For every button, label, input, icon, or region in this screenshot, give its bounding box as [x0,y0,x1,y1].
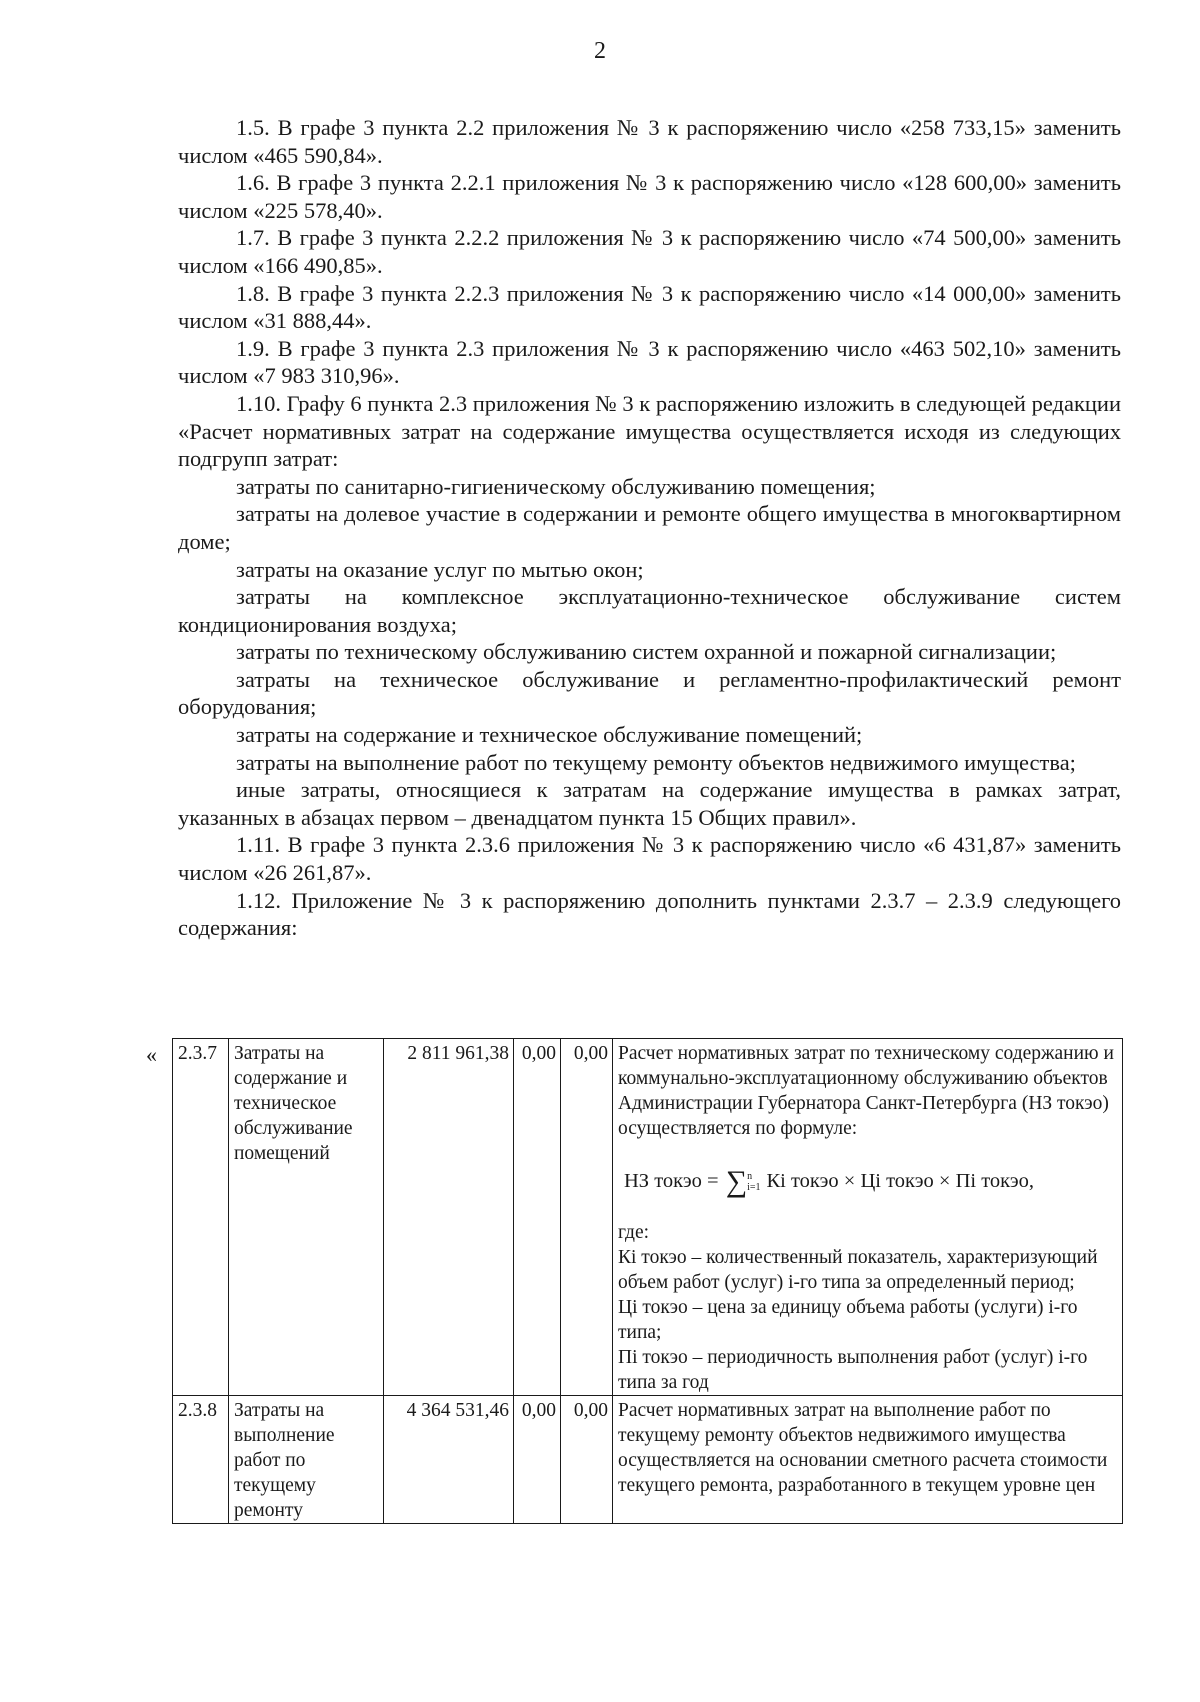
paragraph-1-5: 1.5. В графе 3 пункта 2.2 приложения № 3 к распоряжению число «258 733,15» заменить числом «465 590,84». [178,115,1121,168]
sum-upper-limit: n [747,1171,753,1183]
list-item-equipment-repair: затраты на техническое обслуживание и регламентно-профилактический ремонт оборудования; [178,666,1121,720]
description-where: где: [618,1222,650,1243]
item-name: Затраты на содержание и техническое обслуживание помещений [229,1039,384,1396]
item-amount: 2 811 961,38 [384,1039,514,1396]
item-col4: 0,00 [514,1396,561,1524]
paragraph-1-6: 1.6. В графе 3 пункта 2.2.1 приложения № 3 к распоряжению число «128 600,00» заменить числом «225 578,40». [178,170,1121,223]
list-item-premises-maintenance: затраты на содержание и техническое обслуживание помещений; [236,722,863,748]
definition-c: Цi токэо – цена за единицу объема работы (услуги) i-го типа; [618,1297,1078,1343]
item-col4: 0,00 [514,1039,561,1396]
table-row [173,1396,1123,1524]
paragraph-1-10: 1.10. Графу 6 пункта 2.3 приложения № 3 к распоряжению изложить в следующей редакции «Расчет нормативных затрат на содержание имущества осуществляется исходя из следующих подгрупп затрат: [178,390,1121,472]
paragraph-1-9: 1.9. В графе 3 пункта 2.3 приложения № 3 к распоряжению число «463 502,10» заменить числом «7 983 310,96». [178,335,1121,389]
table-row [173,1039,1123,1396]
item-name: Затраты на выполнение работ по текущему ремонту [229,1396,384,1524]
opening-quote: « [146,1042,157,1067]
costs-table [172,1038,1123,1524]
definition-p: Пi токэо – периодичность выполнения работ (услуг) i-го типа за год [618,1347,1088,1393]
formula-rhs: Кi токэо × Цi токэо × Пi токэо, [766,1170,1035,1192]
document-body [178,114,1121,942]
description-intro: Расчет нормативных затрат по техническому содержанию и коммунально-эксплуатационному обслуживанию объектов Администрации Губернатора Санкт-Петербурга (НЗ токэо) осуществляется по формуле: [618,1043,1114,1139]
item-col5: 0,00 [561,1396,613,1524]
list-item-sanitary: затраты по санитарно-гигиеническому обслуживанию помещения; [236,473,876,499]
paragraph-1-7: 1.7. В графе 3 пункта 2.2.2 приложения № 3 к распоряжению число «74 500,00» заменить числом «166 490,85». [178,225,1121,278]
list-item-shared-property: затраты на долевое участие в содержании и ремонте общего имущества в многоквартирном доме; [178,501,1121,554]
sum-lower-limit: i=1 [747,1182,761,1194]
item-description: Расчет нормативных затрат на выполнение работ по текущему ремонту объектов недвижимого имущества осуществляется на основании сметного расчета стоимости текущего ремонта, разработанного в текущем уровне цен [613,1396,1123,1524]
item-description [613,1039,1123,1396]
item-col5: 0,00 [561,1039,613,1396]
list-item-alarm-systems: затраты по техническому обслуживанию систем охранной и пожарной сигнализации; [236,639,1057,665]
item-amount: 4 364 531,46 [384,1396,514,1524]
formula [624,1165,1118,1198]
paragraph-1-12: 1.12. Приложение № 3 к распоряжению дополнить пунктами 2.3.7 – 2.3.9 следующего содержания: [178,887,1121,941]
page-number: 2 [594,38,606,64]
list-item-window-cleaning: затраты на оказание услуг по мытью окон; [236,556,644,582]
sum-limits [747,1171,760,1193]
list-item-other-costs: иные затраты, относящиеся к затратам на содержание имущества в рамках затрат, указанных в абзацах первом – двенадцатом пункта 15 Общих правил». [178,777,1121,830]
item-code: 2.3.7 [173,1039,229,1396]
formula-lhs: НЗ токэо = [624,1170,719,1192]
definition-k: Кi токэо – количественный показатель, характеризующий объем работ (услуг) i-го типа за определенный период; [618,1247,1098,1293]
sum-symbol: ∑ [725,1165,748,1198]
list-item-current-repair: затраты на выполнение работ по текущему ремонту объектов недвижимого имущества; [236,749,1076,775]
list-item-air-conditioning: затраты на комплексное эксплуатационно-техническое обслуживание систем кондиционирования воздуха; [178,584,1121,637]
paragraph-1-8: 1.8. В графе 3 пункта 2.2.3 приложения № 3 к распоряжению число «14 000,00» заменить числом «31 888,44». [178,280,1121,334]
item-code: 2.3.8 [173,1396,229,1524]
paragraph-1-11: 1.11. В графе 3 пункта 2.3.6 приложения № 3 к распоряжению число «6 431,87» заменить числом «26 261,87». [178,832,1121,886]
